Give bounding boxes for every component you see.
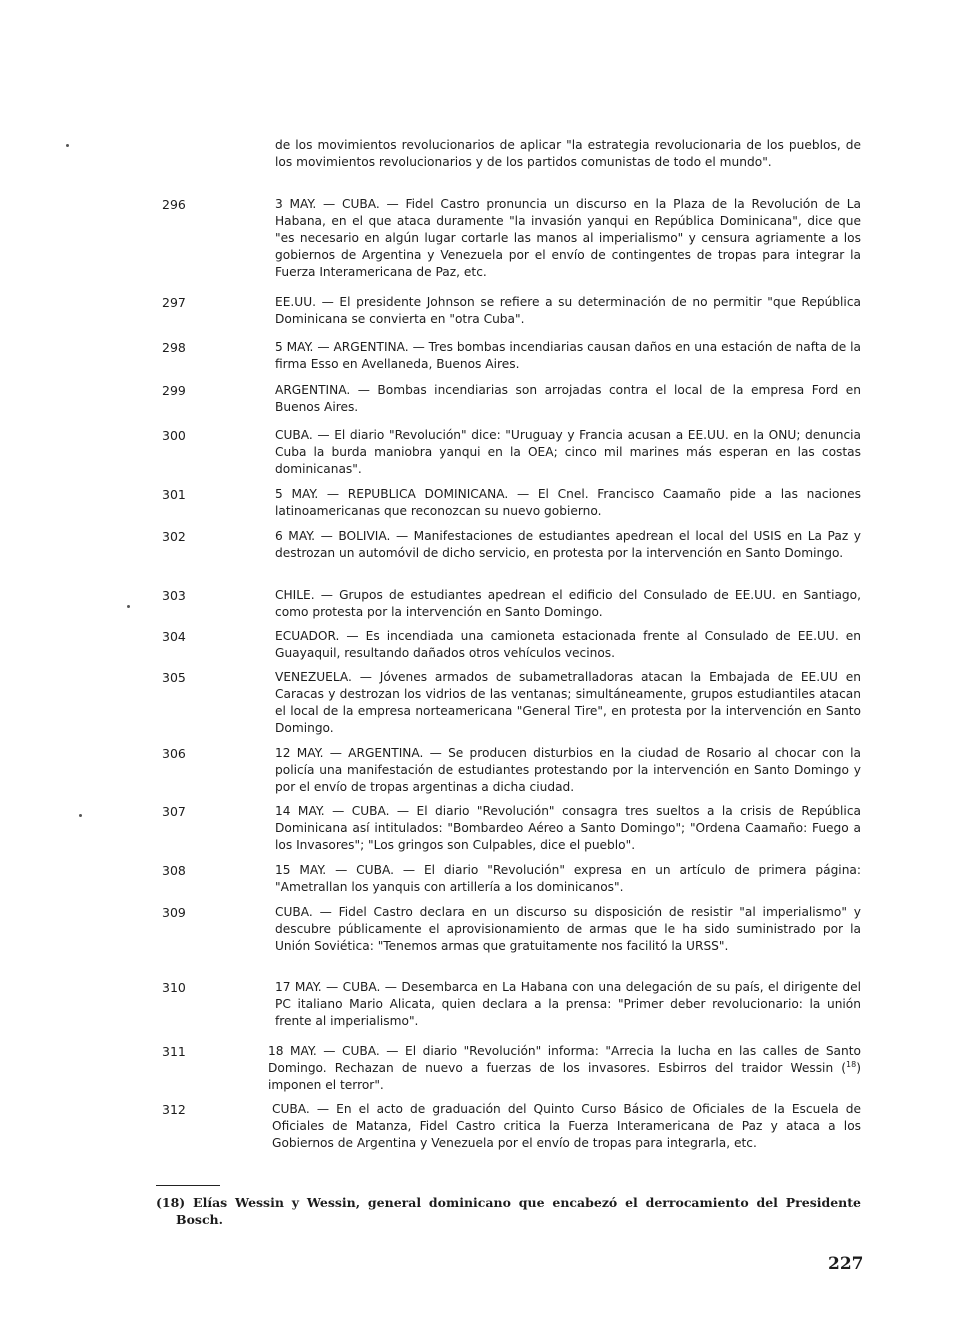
- entry-text: CUBA. — En el acto de graduación del Quinto Curso Básico de Oficiales de la Escuela de Oficiales de Matanza, Fidel Castro critica la Fuerza Interamericana de Paz y ataca a los Gobiernos de Argentina y Venezuela por el envío de tropas para integrarla, etc.: [272, 1102, 861, 1151]
- page-number: 227: [828, 1254, 864, 1274]
- footnote: (18) Elías Wessin y Wessin, general dominicano que encabezó el derrocamiento del Presidente Bosch.: [156, 1195, 861, 1227]
- entry-number: 311: [162, 1044, 186, 1059]
- entry-number: 309: [162, 905, 186, 920]
- entry-text: [268, 1043, 861, 1094]
- entry-text: 15 MAY. — CUBA. — El diario "Revolución" expresa en un artículo de primera página: "Ametrallan los yanquis con artillería a los dominicanos".: [275, 863, 861, 895]
- entry-text: VENEZUELA. — Jóvenes armados de subametralladoras atacan la Embajada de EE.UU en Caracas y destrozan los vidrios de las ventanas; simultáneamente, grupos estudiantiles atacan el local de la empresa norteamericana "General Tire", en protesta por la intervención en Santo Domingo.: [275, 670, 861, 736]
- entry-text: CHILE. — Grupos de estudiantes apedrean el edificio del Consulado de EE.UU. en Santiago, como protesta por la intervención en Santo Domingo.: [275, 588, 861, 620]
- entry-number: 297: [162, 295, 186, 310]
- entry-text: 5 MAY. — ARGENTINA. — Tres bombas incendiarias causan daños en una estación de nafta de la firma Esso en Avellaneda, Buenos Aires.: [275, 340, 861, 372]
- entry-text: 3 MAY. — CUBA. — Fidel Castro pronuncia un discurso en la Plaza de la Revolución de La Habana, en el que ataca duramente "la invasión yanqui en República Dominicana", dice que "es necesario en algún lugar cortarle las manos al imperialismo" y censura agriamente a los gobiernos de Argentina y Venezuela por el envío de contingentes de tropas para integrar la Fuerza Interamericana de Paz, etc.: [275, 197, 861, 280]
- entry-number: 300: [162, 428, 186, 443]
- entry-number: 302: [162, 529, 186, 544]
- footnote-reference: 18: [846, 1060, 857, 1070]
- scan-speck: [127, 605, 130, 608]
- entry-text: ARGENTINA. — Bombas incendiarias son arrojadas contra el local de la empresa Ford en Buenos Aires.: [275, 383, 861, 415]
- entry-number: 307: [162, 804, 186, 819]
- entry-number: 303: [162, 588, 186, 603]
- entry-number: 296: [162, 197, 186, 212]
- entry-number: 298: [162, 340, 186, 355]
- entry-text: CUBA. — Fidel Castro declara en un discurso su disposición de resistir "al imperialismo" y descubre públicamente el aprovisionamiento de armas que le ha sido suministrado por la Unión Soviética: "Tenemos armas que gratuitamente nos facilitó la URSS".: [275, 905, 861, 954]
- entry-number: 310: [162, 980, 186, 995]
- entry-text-part: ) imponen el terror".: [268, 1061, 861, 1093]
- entry-text: ECUADOR. — Es incendiada una camioneta estacionada frente al Consulado de EE.UU. en Guayaquil, resultando dañados otros vehículos vecinos.: [275, 629, 861, 661]
- entry-text: CUBA. — El diario "Revolución" dice: "Uruguay y Francia acusan a EE.UU. en la ONU; denuncia Cuba la burda maniobra yanqui en la OEA; cinco mil marines más esperan en las costas dominicanas".: [275, 428, 861, 477]
- scan-speck: [79, 814, 82, 817]
- intro-paragraph: de los movimientos revolucionarios de aplicar "la estrategia revolucionaria de los pueblos, de los movimientos revolucionarios y de los partidos comunistas de todo el mundo".: [275, 138, 861, 169]
- entry-number: 304: [162, 629, 186, 644]
- entry-text: 12 MAY. — ARGENTINA. — Se producen disturbios en la ciudad de Rosario al chocar con la policía una manifestación de estudiantes protestando por la intervención en Santo Domingo y por el envío de tropas argentinas a dicha ciudad.: [275, 746, 861, 795]
- entry-text: 6 MAY. — BOLIVIA. — Manifestaciones de estudiantes apedrean el local del USIS en La Paz y destrozan un automóvil de dicho servicio, en protesta por la intervención en Santo Domingo.: [275, 529, 861, 561]
- scan-speck: [66, 144, 69, 147]
- entry-text-part: 18 MAY. — CUBA. — El diario "Revolución" informa: "Arrecia la lucha en las calles de Santo Domingo. Rechazan de nuevo a fuerzas de los invasores. Esbirros del traidor Wessin (: [268, 1044, 861, 1076]
- entry-number: 306: [162, 746, 186, 761]
- entry-text: EE.UU. — El presidente Johnson se refiere a su determinación de no permitir "que República Dominicana se convierta en "otra Cuba".: [275, 295, 861, 327]
- entry-number: 301: [162, 487, 186, 502]
- entry-number: 308: [162, 863, 186, 878]
- entry-text: 17 MAY. — CUBA. — Desembarca en La Habana con una delegación de su país, el dirigente del PC italiano Mario Alicata, quien declara a la prensa: "Primer deber revolucionario: la unión frente al imperialismo".: [275, 980, 861, 1029]
- entry-number: 312: [162, 1102, 186, 1117]
- footnote-separator: [156, 1185, 220, 1186]
- entry-text: 5 MAY. — REPUBLICA DOMINICANA. — El Cnel. Francisco Caamaño pide a las naciones latinoamericanas que reconozcan su nuevo gobierno.: [275, 487, 861, 519]
- entry-number: 305: [162, 670, 186, 685]
- entry-number: 299: [162, 383, 186, 398]
- entry-text: 14 MAY. — CUBA. — El diario "Revolución" consagra tres sueltos a la crisis de República Dominicana así intitulados: "Bombardeo Aéreo a Santo Domingo"; "Ordena Caamaño: Fuego a los Invasores"; "Los gringos son Culpables, dice el pueblo".: [275, 804, 861, 853]
